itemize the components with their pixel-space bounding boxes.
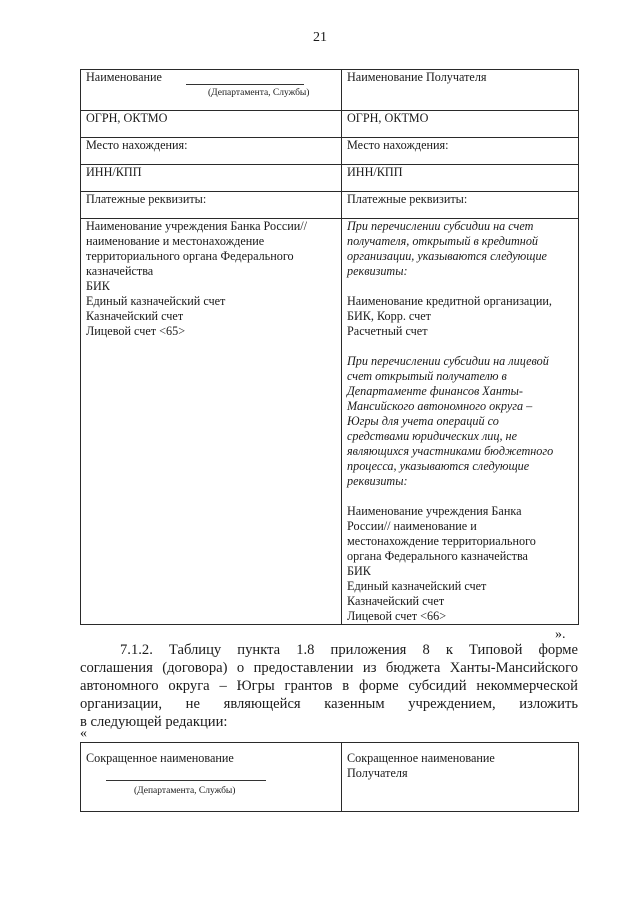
detail-line: наименование и местонахождение xyxy=(86,234,265,248)
note-line: Департаменте финансов Ханты- xyxy=(347,384,523,398)
note-line: счет открытый получателю в xyxy=(347,369,507,383)
table-row xyxy=(81,70,579,111)
table-row xyxy=(81,111,579,138)
note-line: процесса, указываются следующие xyxy=(347,459,530,473)
personal-account-note xyxy=(347,354,573,489)
table-row xyxy=(81,165,579,192)
recipient-name-label: Наименование Получателя xyxy=(347,70,487,84)
table-cell: Место нахождения: xyxy=(81,138,342,165)
treasury-details xyxy=(347,504,573,624)
short-name-table xyxy=(80,742,579,812)
detail-line: территориального органа Федерального xyxy=(86,249,294,263)
detail-line: местонахождение территориального xyxy=(347,534,536,548)
bank-account-note xyxy=(347,219,573,279)
table-cell: ОГРН, ОКТМО xyxy=(81,111,342,138)
note-line: реквизиты: xyxy=(347,474,408,488)
detail-line: БИК, Корр. счет xyxy=(347,309,431,323)
table-cell: Платежные реквизиты: xyxy=(342,192,579,219)
note-line: При перечислении субсидии на счет xyxy=(347,219,534,233)
table-cell xyxy=(81,219,342,625)
table-cell xyxy=(342,219,579,625)
paragraph-line: организации, не являющейся казенным учреждением, изложить xyxy=(80,696,578,712)
bank-details xyxy=(347,294,573,339)
department-caption: (Департамента, Службы) xyxy=(208,88,310,98)
detail-line: Наименование учреждения Банка России// xyxy=(86,219,308,233)
note-line: При перечислении субсидии на лицевой xyxy=(347,354,549,368)
page-number: 21 xyxy=(313,30,327,45)
detail-line: России// наименование и xyxy=(347,519,477,533)
table-row xyxy=(81,743,579,812)
detail-line: органа Федерального казначейства xyxy=(347,549,528,563)
detail-line: Лицевой счет <66> xyxy=(347,609,447,623)
detail-line: Наименование учреждения Банка xyxy=(347,504,522,518)
note-line: являющихся участниками бюджетного xyxy=(347,444,554,458)
detail-line: Казначейский счет xyxy=(86,309,184,323)
note-line: Мансийского автономного округа – xyxy=(347,399,533,413)
table-cell: Платежные реквизиты: xyxy=(81,192,342,219)
amendment-paragraph xyxy=(80,641,578,731)
table-cell xyxy=(342,70,579,111)
name-label: Наименование xyxy=(86,70,162,84)
table-row xyxy=(81,219,579,625)
table-cell: ИНН/КПП xyxy=(342,165,579,192)
detail-line: Наименование кредитной организации, xyxy=(347,294,552,308)
table-row xyxy=(81,192,579,219)
table-cell xyxy=(342,743,579,812)
opening-quote: « xyxy=(80,726,87,741)
table-row xyxy=(81,138,579,165)
fill-in-line xyxy=(106,780,266,781)
note-line: реквизиты: xyxy=(347,264,408,278)
detail-line: БИК xyxy=(86,279,110,293)
detail-line: Единый казначейский счет xyxy=(347,579,487,593)
note-line: получателя, открытый в кредитной xyxy=(347,234,539,248)
note-line: организации, указываются следующие xyxy=(347,249,547,263)
paragraph-line: 7.1.2. Таблицу пункта 1.8 приложения 8 к Типовой форме xyxy=(120,642,578,658)
department-caption: (Департамента, Службы) xyxy=(134,786,236,796)
recipient-short-name-label-cont: Получателя xyxy=(347,766,408,780)
paragraph-line: автономного округа – Югры грантов в форме субсидий некоммерческой xyxy=(80,678,578,694)
detail-line: Казначейский счет xyxy=(347,594,445,608)
note-line: средствами юридических лиц, не xyxy=(347,429,518,443)
table-cell: ИНН/КПП xyxy=(81,165,342,192)
detail-line: Единый казначейский счет xyxy=(86,294,226,308)
note-line: Югры для учета операций со xyxy=(347,414,499,428)
paragraph-line: в следующей редакции: xyxy=(80,714,228,730)
table-cell: Место нахождения: xyxy=(342,138,579,165)
table-cell xyxy=(81,743,342,812)
detail-line: БИК xyxy=(347,564,371,578)
requisites-table xyxy=(80,69,579,625)
table-cell xyxy=(81,70,342,111)
short-name-label: Сокращенное наименование xyxy=(86,751,234,765)
table-cell: ОГРН, ОКТМО xyxy=(342,111,579,138)
closing-quote: ». xyxy=(555,627,566,642)
left-details xyxy=(86,219,336,339)
detail-line: Лицевой счет <65> xyxy=(86,324,186,338)
detail-line: Расчетный счет xyxy=(347,324,428,338)
fill-in-line xyxy=(186,72,304,85)
recipient-short-name-label: Сокращенное наименование xyxy=(347,751,495,765)
detail-line: казначейства xyxy=(86,264,154,278)
paragraph-line: соглашения (договора) о предоставлении из бюджета Ханты-Мансийского xyxy=(80,660,578,676)
